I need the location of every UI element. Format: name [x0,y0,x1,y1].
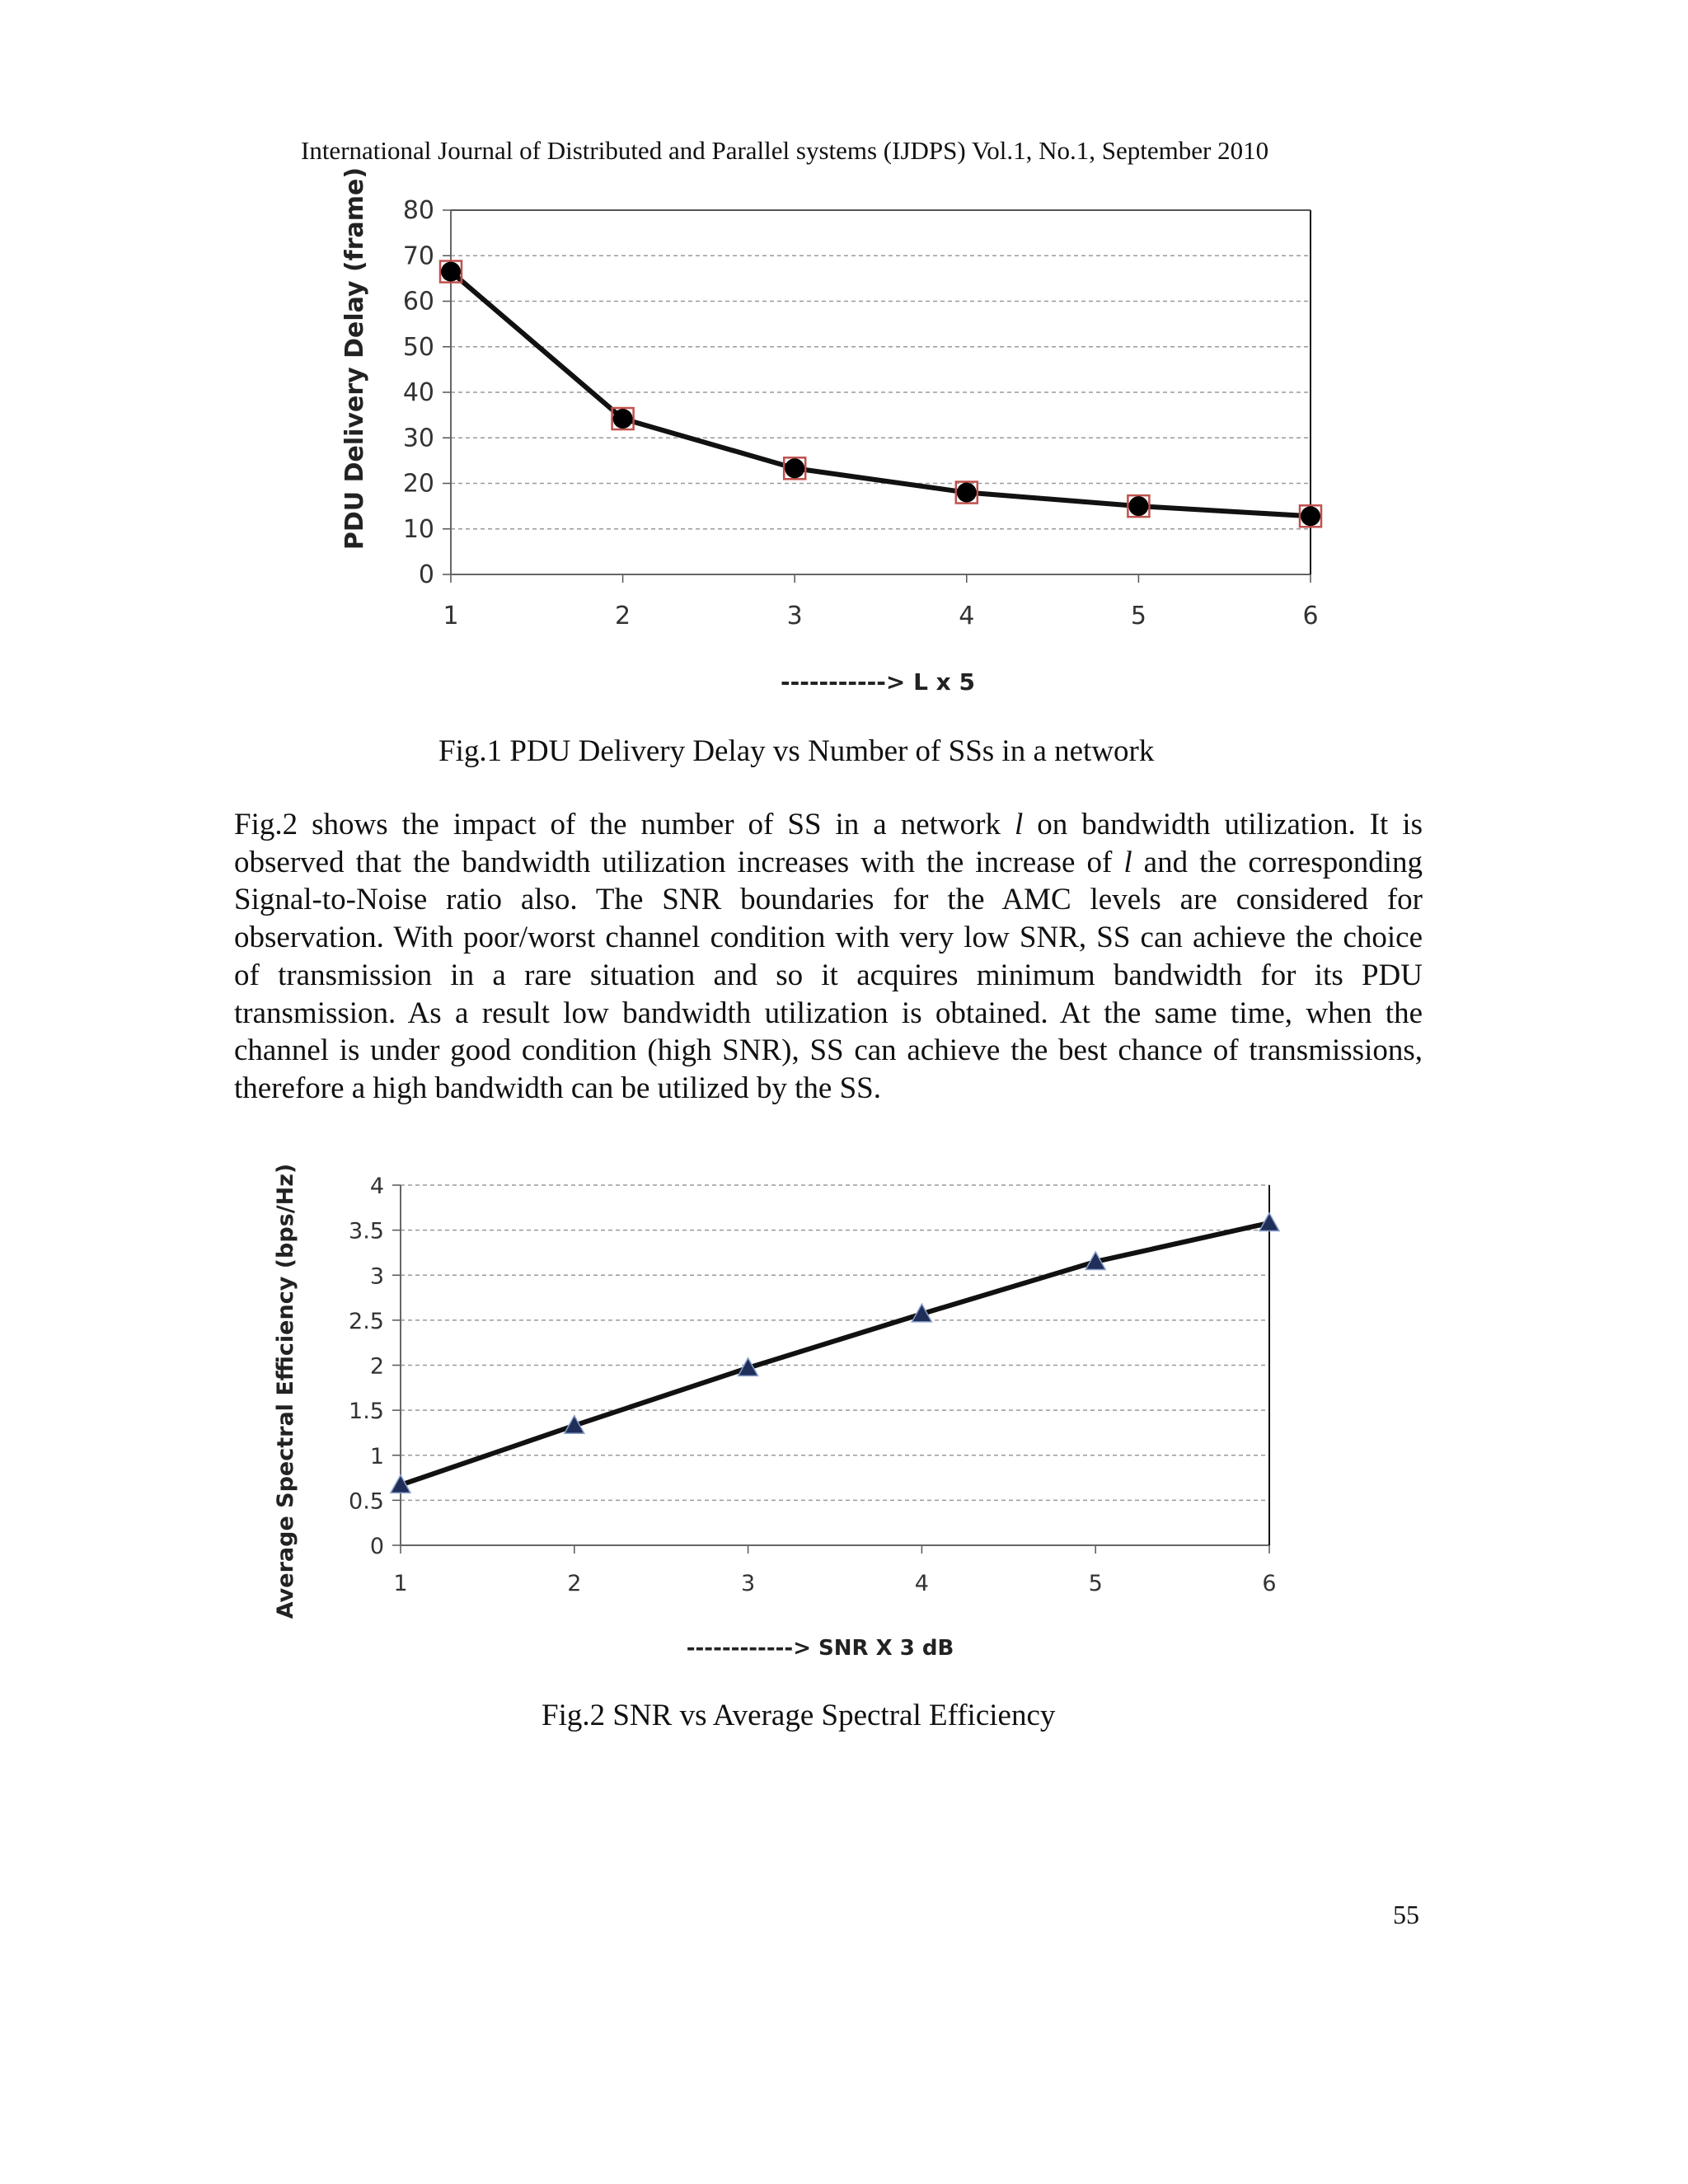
y-tick-label: 70 [402,241,434,271]
x-axis-title: ------------> SNR X 3 dB [686,1636,954,1661]
x-tick-label: 3 [786,602,803,630]
data-point [785,458,804,478]
x-tick-label: 4 [959,602,975,630]
page-number: 55 [1393,1900,1419,1929]
paragraph-italic-var: l [1123,845,1132,879]
x-tick-label: 2 [615,602,631,630]
data-point [1128,496,1148,516]
y-tick-label: 2.5 [349,1308,384,1334]
figure-1-chart [321,166,1360,713]
paragraph-part: on bandwidth utilization. It is observed that the bandwidth utilization increases with the increase of [234,808,1423,879]
y-tick-label: 2 [369,1353,384,1380]
paragraph-part: and the corresponding Signal-to-Noise ratio also. The SNR boundaries for the AMC levels are considered for observation. With poor/worst channel condition with very low SNR, SS can achieve the choice of transmission in a rare situation and so it acquires minimum bandwidth for its PDU transmission. As a result low bandwidth utilization is obtained. At the same time, when the channel is under good condition (high SNR), SS can achieve the best chance of transmissions, therefore a high bandwidth can be utilized by the SS. [234,845,1423,1105]
figure-1-caption: Fig.1 PDU Delivery Delay vs Number of SSs in a network [438,734,1155,768]
y-tick-label: 0.5 [349,1488,384,1515]
x-tick-label: 6 [1262,1571,1277,1596]
y-tick-label: 50 [402,332,434,362]
x-tick-label: 4 [914,1571,929,1596]
body-paragraph [234,806,1423,1108]
y-axis-title: PDU Delivery Delay (frame) [340,166,369,551]
series-line [401,1223,1269,1485]
x-tick-label: 1 [443,602,459,630]
x-tick-label: 1 [393,1571,408,1596]
y-tick-label: 40 [402,378,434,407]
data-point [957,483,977,503]
y-tick-label: 4 [369,1174,384,1199]
figure-2-caption: Fig.2 SNR vs Average Spectral Efficiency [542,1699,1056,1732]
y-tick-label: 1 [369,1443,384,1469]
figure-2-chart [264,1162,1335,1681]
y-axis-title: Average Spectral Efficiency (bps/Hz) [273,1163,298,1619]
x-axis-title: -----------> L x 5 [781,668,975,696]
x-tick-label: 3 [741,1571,756,1596]
x-tick-label: 6 [1302,602,1319,630]
series-line [451,272,1311,517]
y-tick-label: 3 [369,1263,384,1290]
x-tick-label: 5 [1130,602,1146,630]
data-point [613,409,633,429]
x-tick-label: 5 [1088,1571,1103,1596]
y-tick-label: 1.5 [349,1399,384,1425]
x-tick-label: 2 [567,1571,582,1596]
paragraph-part: Fig.2 shows the impact of the number of SS in a network [234,808,1015,841]
y-tick-label: 3.5 [349,1218,384,1244]
y-tick-label: 0 [369,1534,384,1559]
y-tick-label: 20 [402,469,434,499]
paragraph-italic-var: l [1014,808,1024,841]
running-head: International Journal of Distributed and Parallel systems (IJDPS) Vol.1, No.1, September 2010 [301,136,1269,165]
data-point [441,262,461,282]
y-tick-label: 80 [402,196,434,225]
y-tick-label: 0 [418,560,434,589]
y-tick-label: 10 [402,514,434,544]
y-tick-label: 60 [402,287,434,316]
data-point [1301,506,1320,526]
y-tick-label: 30 [402,424,434,453]
